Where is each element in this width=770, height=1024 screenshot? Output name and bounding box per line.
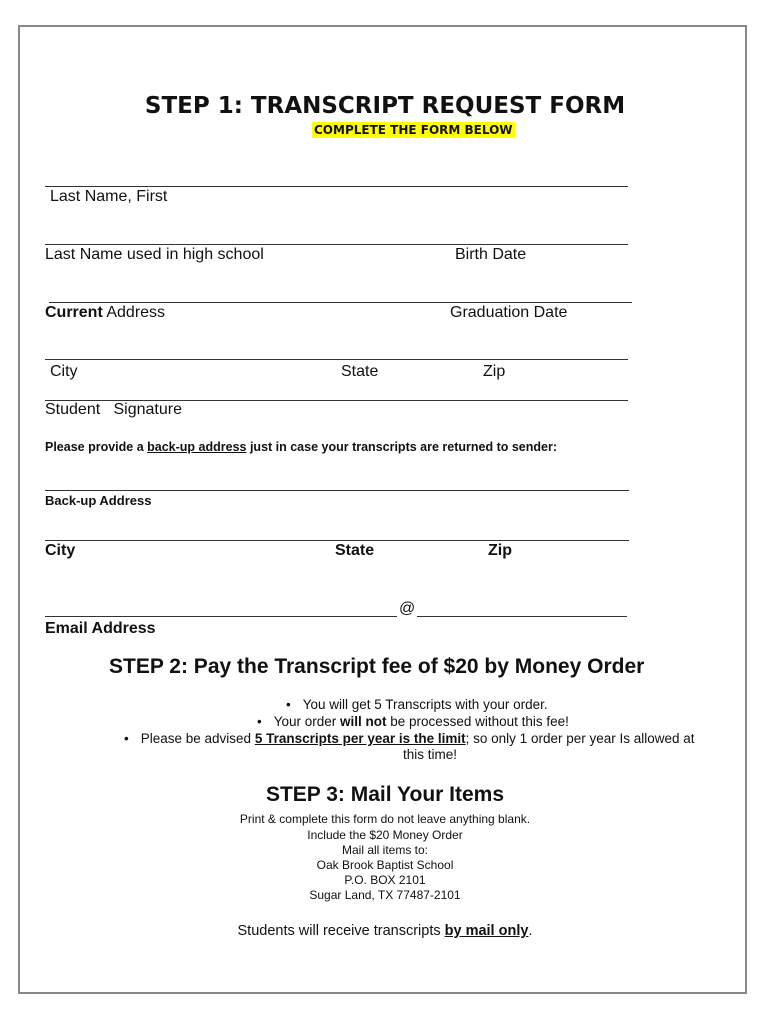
backup-city-state-zip-line[interactable] — [45, 540, 629, 541]
page-title: STEP 1: TRANSCRIPT REQUEST FORM — [144, 93, 626, 119]
backup-note-underlined: back-up address — [147, 440, 247, 454]
email-at-sign: @ — [399, 600, 416, 617]
address-line[interactable] — [49, 302, 632, 303]
label-backup-city: City — [45, 542, 76, 559]
email-user-line[interactable] — [45, 616, 397, 617]
backup-address-line[interactable] — [45, 490, 629, 491]
label-student-signature: Student Signature — [45, 401, 182, 418]
label-last-name-first: Last Name, First — [50, 188, 168, 205]
footer-suffix: . — [528, 923, 533, 939]
step3-heading: STEP 3: Mail Your Items — [265, 783, 505, 806]
footer-prefix: Students will receive transcripts — [237, 923, 445, 939]
label-birth-date: Birth Date — [455, 246, 527, 263]
email-domain-line[interactable] — [417, 616, 627, 617]
label-current-address — [45, 304, 165, 322]
bullet-icon: • — [286, 697, 291, 712]
step2-bullet-3 — [124, 731, 695, 747]
step2-heading: STEP 2: Pay the Transcript fee of $20 by Money Order — [109, 655, 645, 678]
label-backup-zip: Zip — [488, 542, 512, 559]
label-backup-state: State — [335, 542, 375, 559]
step2-bullet-1 — [286, 697, 548, 713]
step2-bullet-2-suffix: be processed without this fee! — [386, 714, 569, 729]
backup-note-prefix: Please provide a — [45, 440, 148, 454]
label-current-bold: Current — [45, 304, 103, 321]
high-school-name-line[interactable] — [45, 244, 628, 245]
step2-bullet-1-text: You will get 5 Transcripts with your order. — [302, 697, 548, 712]
step2-bullet-2 — [257, 714, 569, 730]
label-graduation-date: Graduation Date — [450, 304, 568, 321]
step3-line: Mail all items to: — [341, 843, 429, 857]
bullet-icon: • — [257, 714, 262, 729]
backup-note-suffix: just in case your transcripts are returned to sender: — [246, 440, 557, 454]
step3-line: Oak Brook Baptist School — [316, 858, 454, 872]
step3-line: Sugar Land, TX 77487-2101 — [309, 888, 461, 902]
name-line[interactable] — [45, 186, 628, 187]
step3-line: Print & complete this form do not leave anything blank. — [239, 812, 531, 826]
step2-bullet-2-bold: will not — [340, 714, 387, 729]
label-city: City — [50, 363, 78, 380]
bullet-icon: • — [124, 731, 129, 746]
label-address: Address — [102, 304, 166, 321]
step2-bullet-3-prefix: Please be advised — [140, 731, 255, 746]
backup-address-note — [45, 440, 557, 454]
step3-line: Include the $20 Money Order — [307, 828, 463, 842]
step3-footer — [0, 923, 770, 939]
form-subtitle-highlight: COMPLETE THE FORM BELOW — [314, 123, 513, 137]
step2-bullet-2-prefix: Your order — [273, 714, 341, 729]
label-email-address: Email Address — [45, 620, 156, 637]
label-last-name-high-school: Last Name used in high school — [45, 246, 264, 263]
step2-bullet-3-suffix: ; so only 1 order per year Is allowed at — [465, 731, 695, 746]
label-state: State — [341, 363, 379, 380]
footer-by-mail-only: by mail only — [444, 923, 529, 939]
step2-bullet-3-line2: this time! — [403, 747, 458, 762]
step3-line: P.O. BOX 2101 — [344, 873, 426, 887]
city-state-zip-line[interactable] — [45, 359, 628, 360]
label-backup-address: Back-up Address — [45, 493, 152, 508]
step2-bullet-3-limit: 5 Transcripts per year is the limit — [254, 731, 466, 746]
label-zip: Zip — [483, 363, 506, 380]
